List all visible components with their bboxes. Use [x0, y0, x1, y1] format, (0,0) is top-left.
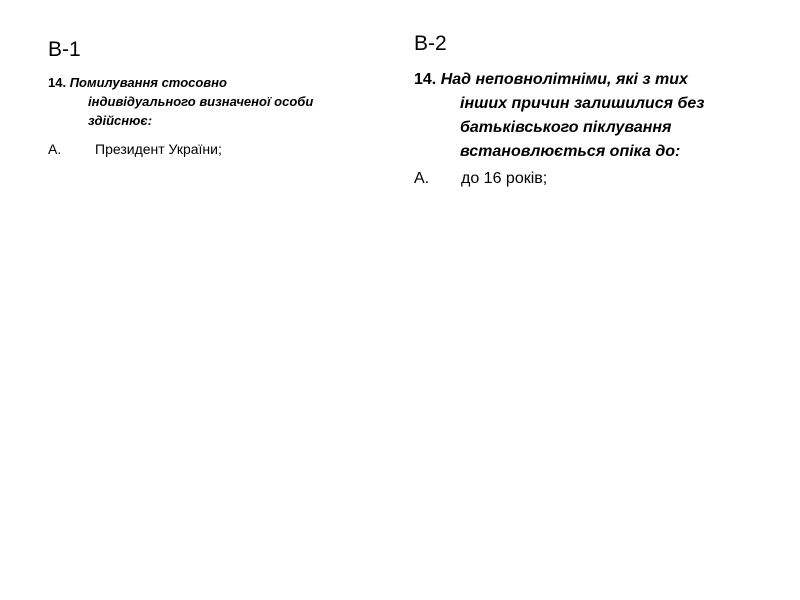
question-line: здійснює: — [88, 113, 153, 128]
question-number: 14. — [414, 71, 437, 88]
question-text: Помилування стосовно — [69, 75, 227, 90]
question-line: встановлюється опіка до: — [460, 143, 681, 160]
answer-text: до 16 років; — [461, 170, 548, 187]
question-line — [414, 68, 704, 92]
answer-text: Президент України; — [95, 141, 222, 157]
variant-2-heading: B-2 — [414, 32, 447, 55]
variant-2-question — [414, 68, 704, 164]
variant-1-answer-a — [48, 141, 222, 157]
question-line: батьківського піклування — [460, 119, 672, 136]
question-line: індивідуального визначеної особи — [88, 94, 314, 109]
variant-1-heading: B-1 — [48, 38, 81, 61]
question-number: 14. — [48, 75, 67, 90]
variant-2-answer-a — [414, 170, 547, 188]
question-line: інших причин залишилися без — [460, 95, 705, 112]
answer-letter: А. — [48, 141, 62, 157]
question-line — [48, 73, 313, 92]
answer-letter: А. — [414, 170, 430, 187]
variant-1-question — [48, 73, 313, 130]
question-text: Над неповнолітніми, які з тих — [440, 71, 688, 88]
